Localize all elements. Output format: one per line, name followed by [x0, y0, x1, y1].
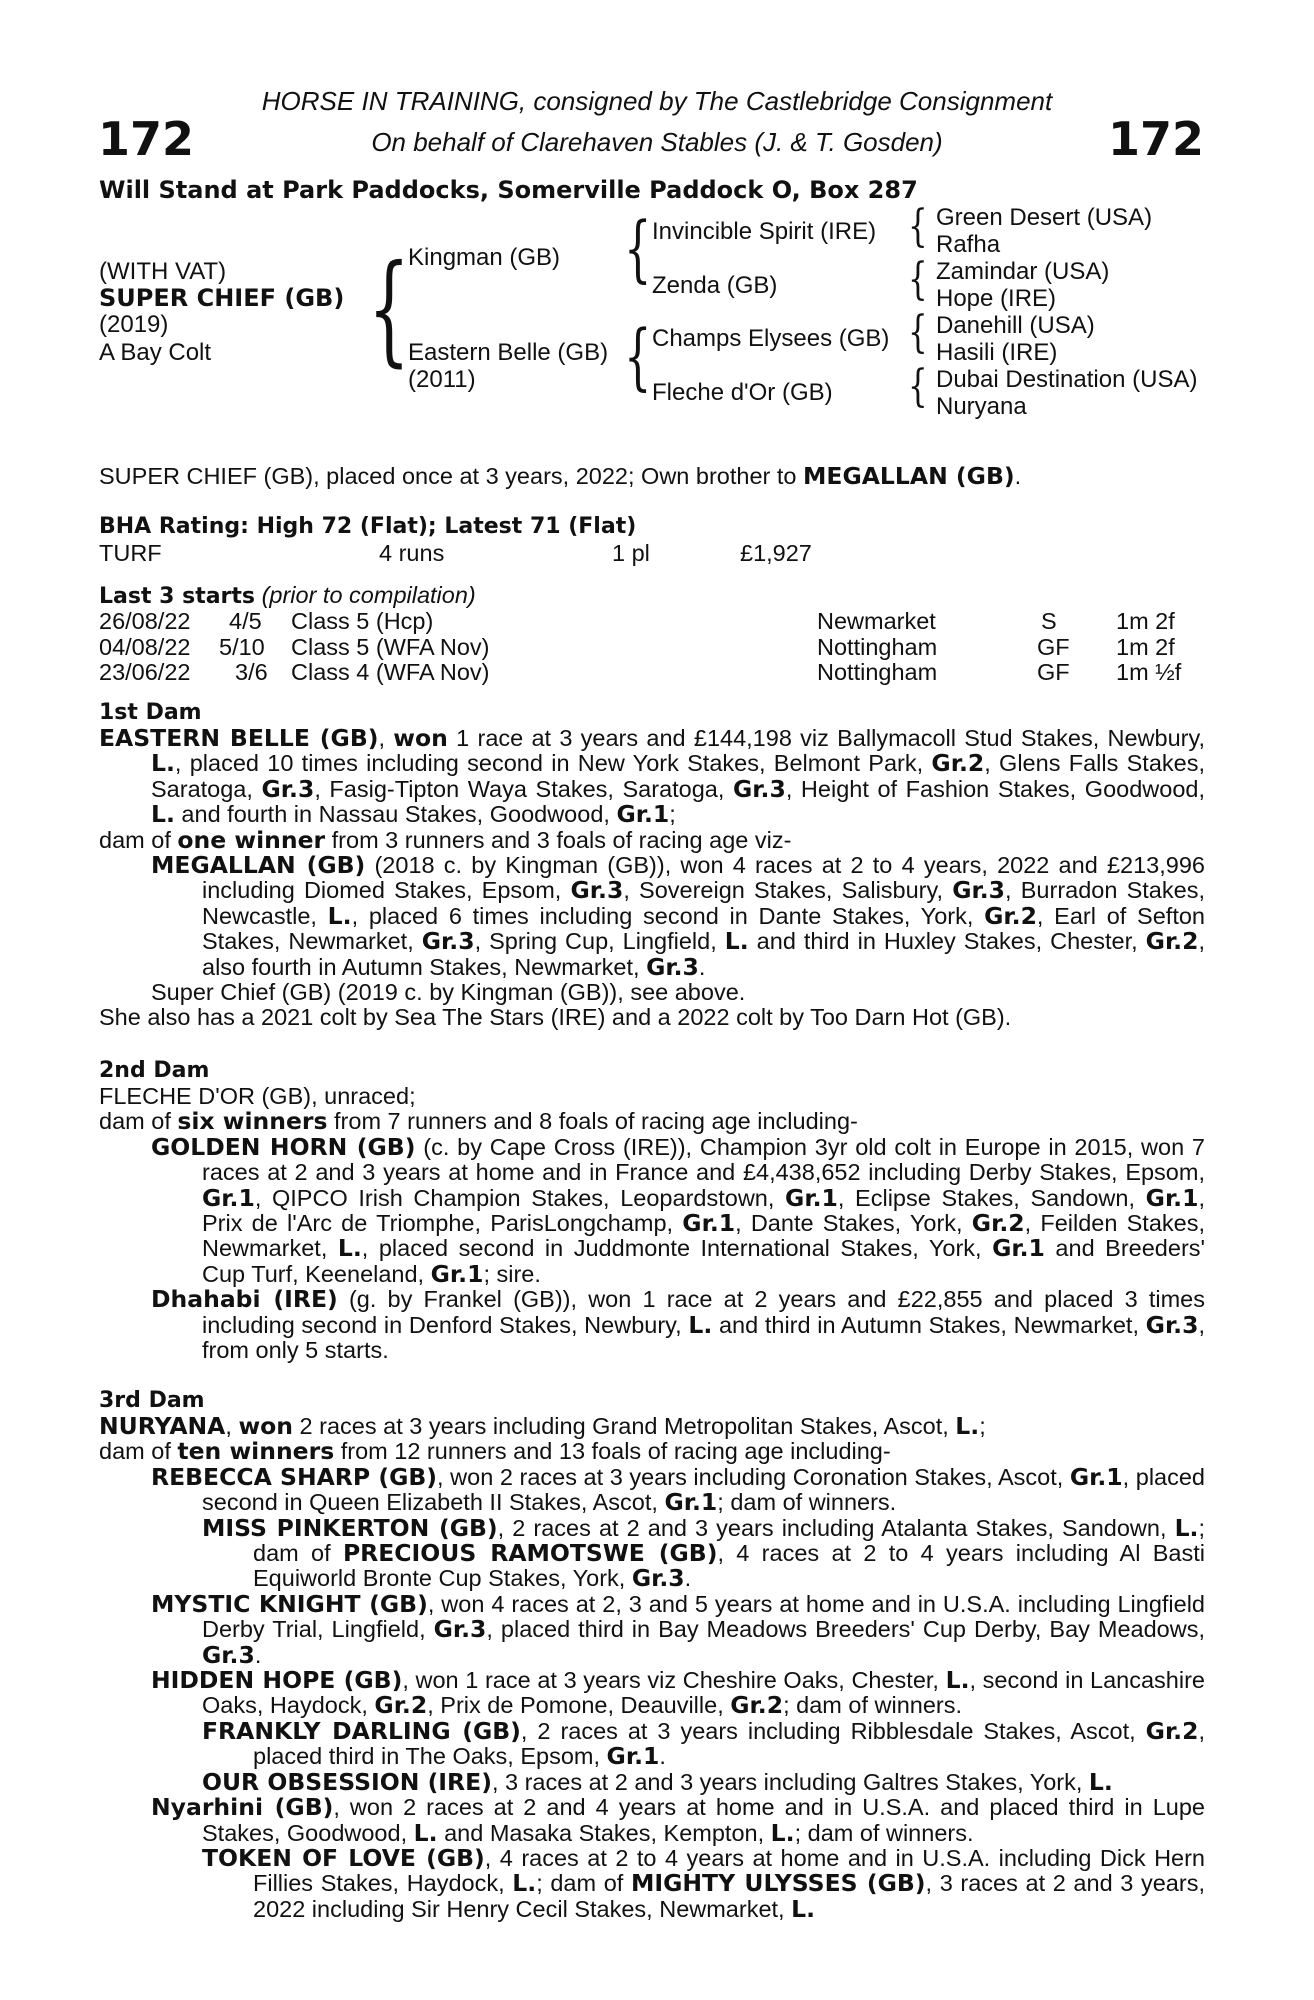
- produce-name: REBECCA SHARP (GB): [151, 1462, 438, 1491]
- text-seg: , Dante Stakes, York,: [735, 1210, 972, 1237]
- start-distance: 1m 2f: [1116, 608, 1175, 634]
- first-dam-produce-summary: [99, 825, 1205, 854]
- start-course: Nottingham: [817, 659, 938, 685]
- start-course: Newmarket: [817, 608, 936, 634]
- rating-title: BHA Rating: High 72 (Flat); Latest 71 (Flat): [99, 514, 637, 539]
- text-seg: 1 race at 3 years and £144,198 viz Ballymacoll Stud Stakes, Newbury,: [447, 725, 1205, 751]
- text-seg: ; dam of: [536, 1870, 631, 1897]
- text-seg: , placed 6 times including second in Dante Stakes, York,: [351, 902, 985, 929]
- start-date: 26/08/22: [99, 608, 191, 634]
- start-row: [99, 634, 1209, 660]
- start-race: Class 5 (Hcp): [291, 608, 434, 634]
- produce-name: GOLDEN HORN (GB): [151, 1132, 416, 1161]
- rating-placed: 1 pl: [612, 540, 650, 566]
- grade-label: Gr.3: [1145, 1310, 1199, 1339]
- first-dam-title: 1st Dam: [99, 700, 202, 725]
- grade-label: Gr.2: [1145, 927, 1199, 956]
- grade-label: Gr.3: [646, 952, 699, 981]
- text-seg: , Prix de l'Arc de Triomphe, ParisLongchamp,: [202, 1184, 1205, 1237]
- start-going: S: [1041, 608, 1057, 634]
- grade-label: L.: [337, 1234, 362, 1263]
- second-dam-section: [99, 1058, 1205, 1363]
- text-seg: from 7 runners and 8 foals of racing age including-: [327, 1108, 858, 1135]
- sep: ,: [225, 1413, 239, 1439]
- text-seg: , Sovereign Stakes, Salisbury,: [623, 877, 953, 904]
- text-seg: , Prix de Pomone, Deauville,: [427, 1692, 731, 1719]
- text-seg: (g. by Frankel (GB)), won 1 race at 2 years and £22,855 and placed 3 times including second in Denford Stakes, Newbury,: [202, 1286, 1205, 1338]
- produce-name: MIGHTY ULYSSES (GB): [630, 1869, 926, 1898]
- winner-count: one winner: [177, 825, 326, 854]
- text-seg: , Spring Cup, Lingfield,: [474, 928, 725, 955]
- won-label: won: [393, 724, 448, 752]
- start-row: [99, 608, 1209, 634]
- grade-label: Gr.1: [202, 1183, 255, 1212]
- rating-surface: TURF: [99, 540, 162, 566]
- produce-mystic-knight: [99, 1589, 1205, 1669]
- text-seg: ;: [669, 801, 676, 828]
- grade-label: Gr.1: [1145, 1183, 1199, 1212]
- start-going: GF: [1037, 659, 1070, 685]
- rating-runs: 4 runs: [379, 540, 445, 566]
- text-seg: , 3 races at 2 and 3 years including Galtres Stakes, York,: [491, 1768, 1089, 1795]
- grade-label: L.: [151, 749, 175, 778]
- last-starts-note: (prior to compilation): [261, 582, 476, 608]
- grade-label: Gr.3: [570, 876, 624, 905]
- text-seg: , Fasig-Tipton Waya Stakes, Saratoga,: [314, 775, 733, 802]
- produce-name: MYSTIC KNIGHT (GB): [151, 1589, 428, 1618]
- produce-name: FRANKLY DARLING (GB): [202, 1716, 521, 1745]
- sire-dam: Zenda (GB): [652, 272, 778, 299]
- produce-frankly-darling: [99, 1716, 1205, 1771]
- dam-sire: Champs Elysees (GB): [652, 325, 890, 352]
- summary-line: [99, 464, 1021, 489]
- text-seg: , Glens Falls Stakes, Saratoga,: [151, 750, 1205, 802]
- text-seg: ; dam of winners.: [717, 1489, 897, 1516]
- produce-name: MEGALLAN (GB): [151, 851, 366, 880]
- grade-label: L.: [151, 800, 175, 829]
- text-seg: (c. by Cape Cross (IRE)), Champion 3yr old colt in Europe in 2015, won 7 races at 2 and 3 years at home and in France and £4,438,652 including Derby Stakes, Epsom,: [202, 1133, 1206, 1186]
- grade-label: L.: [413, 1818, 438, 1847]
- first-dam-section: [99, 700, 1205, 1031]
- text-seg: , placed third in The Oaks, Epsom,: [253, 1717, 1205, 1770]
- text-seg: , Feilden Stakes, Newmarket,: [202, 1210, 1205, 1262]
- produce-nyarhini: [99, 1795, 1205, 1846]
- grade-label: Gr.2: [1145, 1716, 1199, 1745]
- text-seg: , from only 5 starts.: [202, 1311, 1205, 1364]
- produce-name: PRECIOUS RAMOTSWE (GB): [342, 1539, 718, 1568]
- grade-label: Gr.3: [202, 1640, 255, 1669]
- grade-label: Gr.3: [952, 876, 1006, 905]
- start-position: 3/6: [235, 659, 268, 685]
- grade-label: Gr.1: [1069, 1462, 1123, 1491]
- horse-description: A Bay Colt: [99, 339, 212, 366]
- grade-label: L.: [688, 1310, 713, 1339]
- text-seg: , placed second in Juddmonte International Stakes, York,: [361, 1235, 993, 1262]
- brace-horse: {: [368, 240, 410, 379]
- text-seg: , Burradon Stakes, Newcastle,: [202, 877, 1205, 929]
- start-date: 23/06/22: [99, 659, 191, 685]
- last-starts-title: Last 3 starts: [99, 584, 256, 609]
- text-seg: ; dam of winners.: [783, 1692, 963, 1719]
- lot-number-left: 172: [98, 112, 195, 166]
- pedigree-block: [0, 0, 1314, 430]
- third-dam-title: 3rd Dam: [99, 1388, 205, 1413]
- produce-super-chief: Super Chief (GB) (2019 c. by Kingman (GB)), see above.: [151, 979, 746, 1006]
- text-seg: and third in Huxley Stakes, Chester,: [748, 928, 1146, 955]
- grade-label: Gr.2: [374, 1691, 428, 1720]
- start-date: 04/08/22: [99, 633, 191, 660]
- grade-label: L.: [791, 1894, 816, 1923]
- start-position: 5/10: [219, 633, 265, 660]
- sire: Kingman (GB): [408, 244, 561, 271]
- won-label: won: [238, 1412, 294, 1440]
- grade-label: L.: [770, 1818, 795, 1847]
- vat-note: (WITH VAT): [99, 258, 227, 285]
- last-starts-table: [99, 608, 1209, 685]
- grade-label: Gr.2: [984, 901, 1037, 930]
- produce-name: OUR OBSESSION (IRE): [202, 1767, 492, 1796]
- grade-label: Gr.1: [682, 1209, 736, 1238]
- produce-name: Nyarhini (GB): [151, 1793, 334, 1822]
- consignor-line: HORSE IN TRAINING, consigned by The Castlebridge Consignment: [261, 86, 1053, 116]
- text-seg: , won 2 races at 3 years including Coronation Stakes, Ascot,: [437, 1463, 1070, 1490]
- text-seg: , Height of Fashion Stakes, Goodwood,: [785, 775, 1205, 802]
- sep: ,: [378, 725, 394, 751]
- text-seg: dam of: [99, 826, 178, 853]
- on-behalf-line: On behalf of Clarehaven Stables (J. & T. Gosden): [371, 127, 943, 157]
- text-seg: , Earl of Sefton Stakes, Newmarket,: [202, 902, 1205, 955]
- dam: Eastern Belle (GB): [408, 339, 609, 366]
- text-seg: , Eclipse Stakes, Sandown,: [837, 1184, 1146, 1211]
- brace-dd: {: [908, 361, 928, 412]
- last-starts-header: [99, 582, 476, 609]
- grade-label: Gr.2: [730, 1691, 784, 1720]
- second-dam-record: FLECHE D'OR (GB), unraced;: [99, 1083, 416, 1109]
- third-dam-produce-summary: [99, 1439, 1205, 1464]
- grade-label: L.: [945, 1666, 970, 1695]
- start-position: 4/5: [229, 608, 262, 634]
- grade-label: Gr.2: [931, 749, 985, 778]
- grade-label: Gr.2: [971, 1209, 1025, 1238]
- produce-name: MISS PINKERTON (GB): [202, 1513, 498, 1542]
- dam-sire-dam: Hasili (IRE): [936, 339, 1058, 366]
- grade-label: L.: [327, 901, 352, 930]
- text-seg: , 2 races at 3 years including Ribblesdale Stakes, Ascot,: [520, 1717, 1146, 1744]
- sire-sire-dam: Rafha: [936, 231, 1001, 258]
- lot-number-right: 172: [1107, 112, 1204, 166]
- grade-label: L.: [1174, 1513, 1199, 1542]
- brace-ss: {: [908, 201, 928, 252]
- text-seg: , won 1 race at 3 years viz Cheshire Oaks, Chester,: [402, 1667, 946, 1694]
- grade-label: L.: [1088, 1767, 1113, 1796]
- text-seg: and Masaka Stakes, Kempton,: [437, 1819, 771, 1846]
- grade-label: Gr.1: [606, 1742, 660, 1771]
- rating-earnings: £1,927: [740, 540, 812, 566]
- third-dam-section: [99, 1388, 1205, 1922]
- horse-name: SUPER CHIEF (GB): [99, 284, 345, 312]
- grade-label: Gr.3: [631, 1564, 685, 1593]
- produce-name: Dhahabi (IRE): [151, 1285, 338, 1314]
- grade-label: Gr.1: [664, 1488, 718, 1517]
- text-seg: .: [659, 1743, 666, 1770]
- produce-miss-pinkerton: [99, 1513, 1206, 1593]
- produce-dhahabi: [99, 1287, 1205, 1363]
- sire-sire-sire: Green Desert (USA): [936, 204, 1153, 231]
- grade-label: Gr.1: [992, 1234, 1045, 1263]
- dam-dam-dam: Nuryana: [936, 393, 1027, 420]
- start-course: Nottingham: [817, 633, 938, 660]
- start-distance: 1m 2f: [1116, 633, 1175, 660]
- text-seg: .: [684, 1565, 692, 1592]
- text-seg: , won 4 races at 2, 3 and 5 years at home and in U.S.A. including Lingfield Derby Trial, Lingfield,: [202, 1590, 1205, 1643]
- text-seg: 2 races at 3 years including Grand Metropolitan Stakes, Ascot,: [293, 1413, 956, 1439]
- summary-brother: MEGALLAN (GB): [803, 462, 1015, 490]
- brace-sire: {: [624, 206, 652, 290]
- dam-dam-sire: Dubai Destination (USA): [936, 366, 1198, 393]
- dam-name: EASTERN BELLE (GB): [99, 724, 379, 752]
- text-seg: , placed 10 times including second in New York Stakes, Belmont Park,: [174, 750, 932, 777]
- text-seg: and Breeders' Cup Turf, Keeneland,: [202, 1235, 1206, 1287]
- grade-label: L.: [724, 927, 749, 956]
- text-seg: , won 2 races at 2 and 4 years at home and in U.S.A. and placed third in Lupe Stakes, Goodwood,: [202, 1794, 1205, 1846]
- text-seg: ; dam of: [253, 1514, 1205, 1567]
- sire-dam-dam: Hope (IRE): [936, 285, 1057, 312]
- produce-token-of-love: [99, 1843, 1206, 1923]
- dam-year: (2011): [408, 366, 476, 393]
- text-seg: .: [254, 1641, 262, 1668]
- grade-label: Gr.1: [616, 800, 670, 829]
- text-seg: dam of: [99, 1438, 178, 1465]
- text-seg: (2018 c. by Kingman (GB)), won 4 races at 2 to 4 years, 2022 and £213,996 including Diomed Stakes, Epsom,: [202, 852, 1205, 904]
- grade-label: Gr.1: [785, 1183, 838, 1212]
- horse-year: (2019): [99, 311, 169, 338]
- grade-label: Gr.3: [733, 774, 786, 803]
- winner-count: ten winners: [177, 1437, 335, 1466]
- grade-label: Gr.3: [421, 927, 475, 956]
- sire-sire: Invincible Spirit (IRE): [652, 218, 877, 245]
- text-seg: dam of: [99, 1108, 178, 1135]
- third-dam-record: [99, 1414, 1205, 1439]
- grade-label: Gr.3: [261, 774, 315, 803]
- text-seg: , placed third in Bay Meadows Breeders' Cup Derby, Bay Meadows,: [486, 1616, 1205, 1643]
- produce-name: HIDDEN HOPE (GB): [151, 1666, 403, 1695]
- start-distance: 1m ½f: [1116, 659, 1182, 685]
- text-seg: from 12 runners and 13 foals of racing age including-: [334, 1438, 891, 1465]
- first-dam-record: [99, 726, 1205, 828]
- text-seg: , second in Lancashire Oaks, Haydock,: [202, 1667, 1205, 1719]
- text-seg: , 4 races at 2 to 4 years at home and in U.S.A. including Dick Hern Fillies Stakes, Haydock,: [253, 1844, 1206, 1897]
- text-seg: and fourth in Nassau Stakes, Goodwood,: [174, 801, 617, 828]
- first-dam-other-produce: She also has a 2021 colt by Sea The Stars (IRE) and a 2022 colt by Too Darn Hot (GB).: [99, 1004, 1012, 1031]
- text-seg: .: [698, 953, 706, 980]
- start-race: Class 5 (WFA Nov): [291, 633, 490, 660]
- summary-text: SUPER CHIEF (GB), placed once at 3 years, 2022; Own brother to: [99, 463, 804, 489]
- produce-name: TOKEN OF LOVE (GB): [202, 1843, 485, 1872]
- dam-dam: Fleche d'Or (GB): [652, 379, 833, 406]
- start-race: Class 4 (WFA Nov): [291, 659, 490, 685]
- text-seg: ; sire.: [483, 1260, 541, 1287]
- produce-rebecca-sharp: [99, 1462, 1205, 1517]
- produce-megallan: [99, 853, 1205, 980]
- grade-label: Gr.1: [430, 1259, 484, 1288]
- start-row: [99, 659, 1209, 685]
- second-dam-title: 2nd Dam: [99, 1058, 210, 1083]
- grade-label: Gr.3: [433, 1615, 487, 1644]
- dam-sire-sire: Danehill (USA): [936, 312, 1095, 339]
- produce-golden-horn: [99, 1132, 1206, 1288]
- produce-hidden-hope: [99, 1668, 1205, 1719]
- brace-dam: {: [624, 314, 652, 398]
- stand-location: Will Stand at Park Paddocks, Somerville Paddock O, Box 287: [99, 176, 918, 204]
- sire-dam-sire: Zamindar (USA): [936, 258, 1110, 285]
- text-seg: , QIPCO Irish Champion Stakes, Leopardstown,: [254, 1184, 786, 1211]
- second-dam-produce-summary: [99, 1109, 1205, 1134]
- text-seg: and third in Autumn Stakes, Newmarket,: [712, 1311, 1146, 1338]
- summary-end: .: [1014, 463, 1022, 489]
- text-seg: ; dam of winners.: [794, 1819, 974, 1846]
- text-seg: , 2 races at 2 and 3 years including Atalanta Stakes, Sandown,: [497, 1514, 1175, 1541]
- rating-row: [99, 540, 1199, 566]
- grade-label: L.: [955, 1412, 980, 1440]
- winner-count: six winners: [177, 1107, 328, 1136]
- produce-our-obsession: [99, 1767, 1205, 1796]
- text-seg: , 3 races at 2 and 3 years, 2022 including Sir Henry Cecil Stakes, Newmarket,: [253, 1870, 1205, 1922]
- brace-ds: {: [908, 307, 928, 358]
- grade-label: L.: [512, 1869, 537, 1898]
- start-going: GF: [1037, 633, 1070, 660]
- brace-sd: {: [908, 254, 928, 305]
- text-seg: , also fourth in Autumn Stakes, Newmarket,: [202, 928, 1205, 980]
- text-seg: ;: [979, 1413, 986, 1439]
- text-seg: , 4 races at 2 to 4 years including Al Basti Equiworld Bronte Cup Stakes, York,: [253, 1540, 1206, 1592]
- dam-name: NURYANA: [99, 1412, 226, 1440]
- text-seg: from 3 runners and 3 foals of racing age viz-: [325, 826, 792, 853]
- text-seg: , placed second in Queen Elizabeth II Stakes, Ascot,: [202, 1463, 1205, 1516]
